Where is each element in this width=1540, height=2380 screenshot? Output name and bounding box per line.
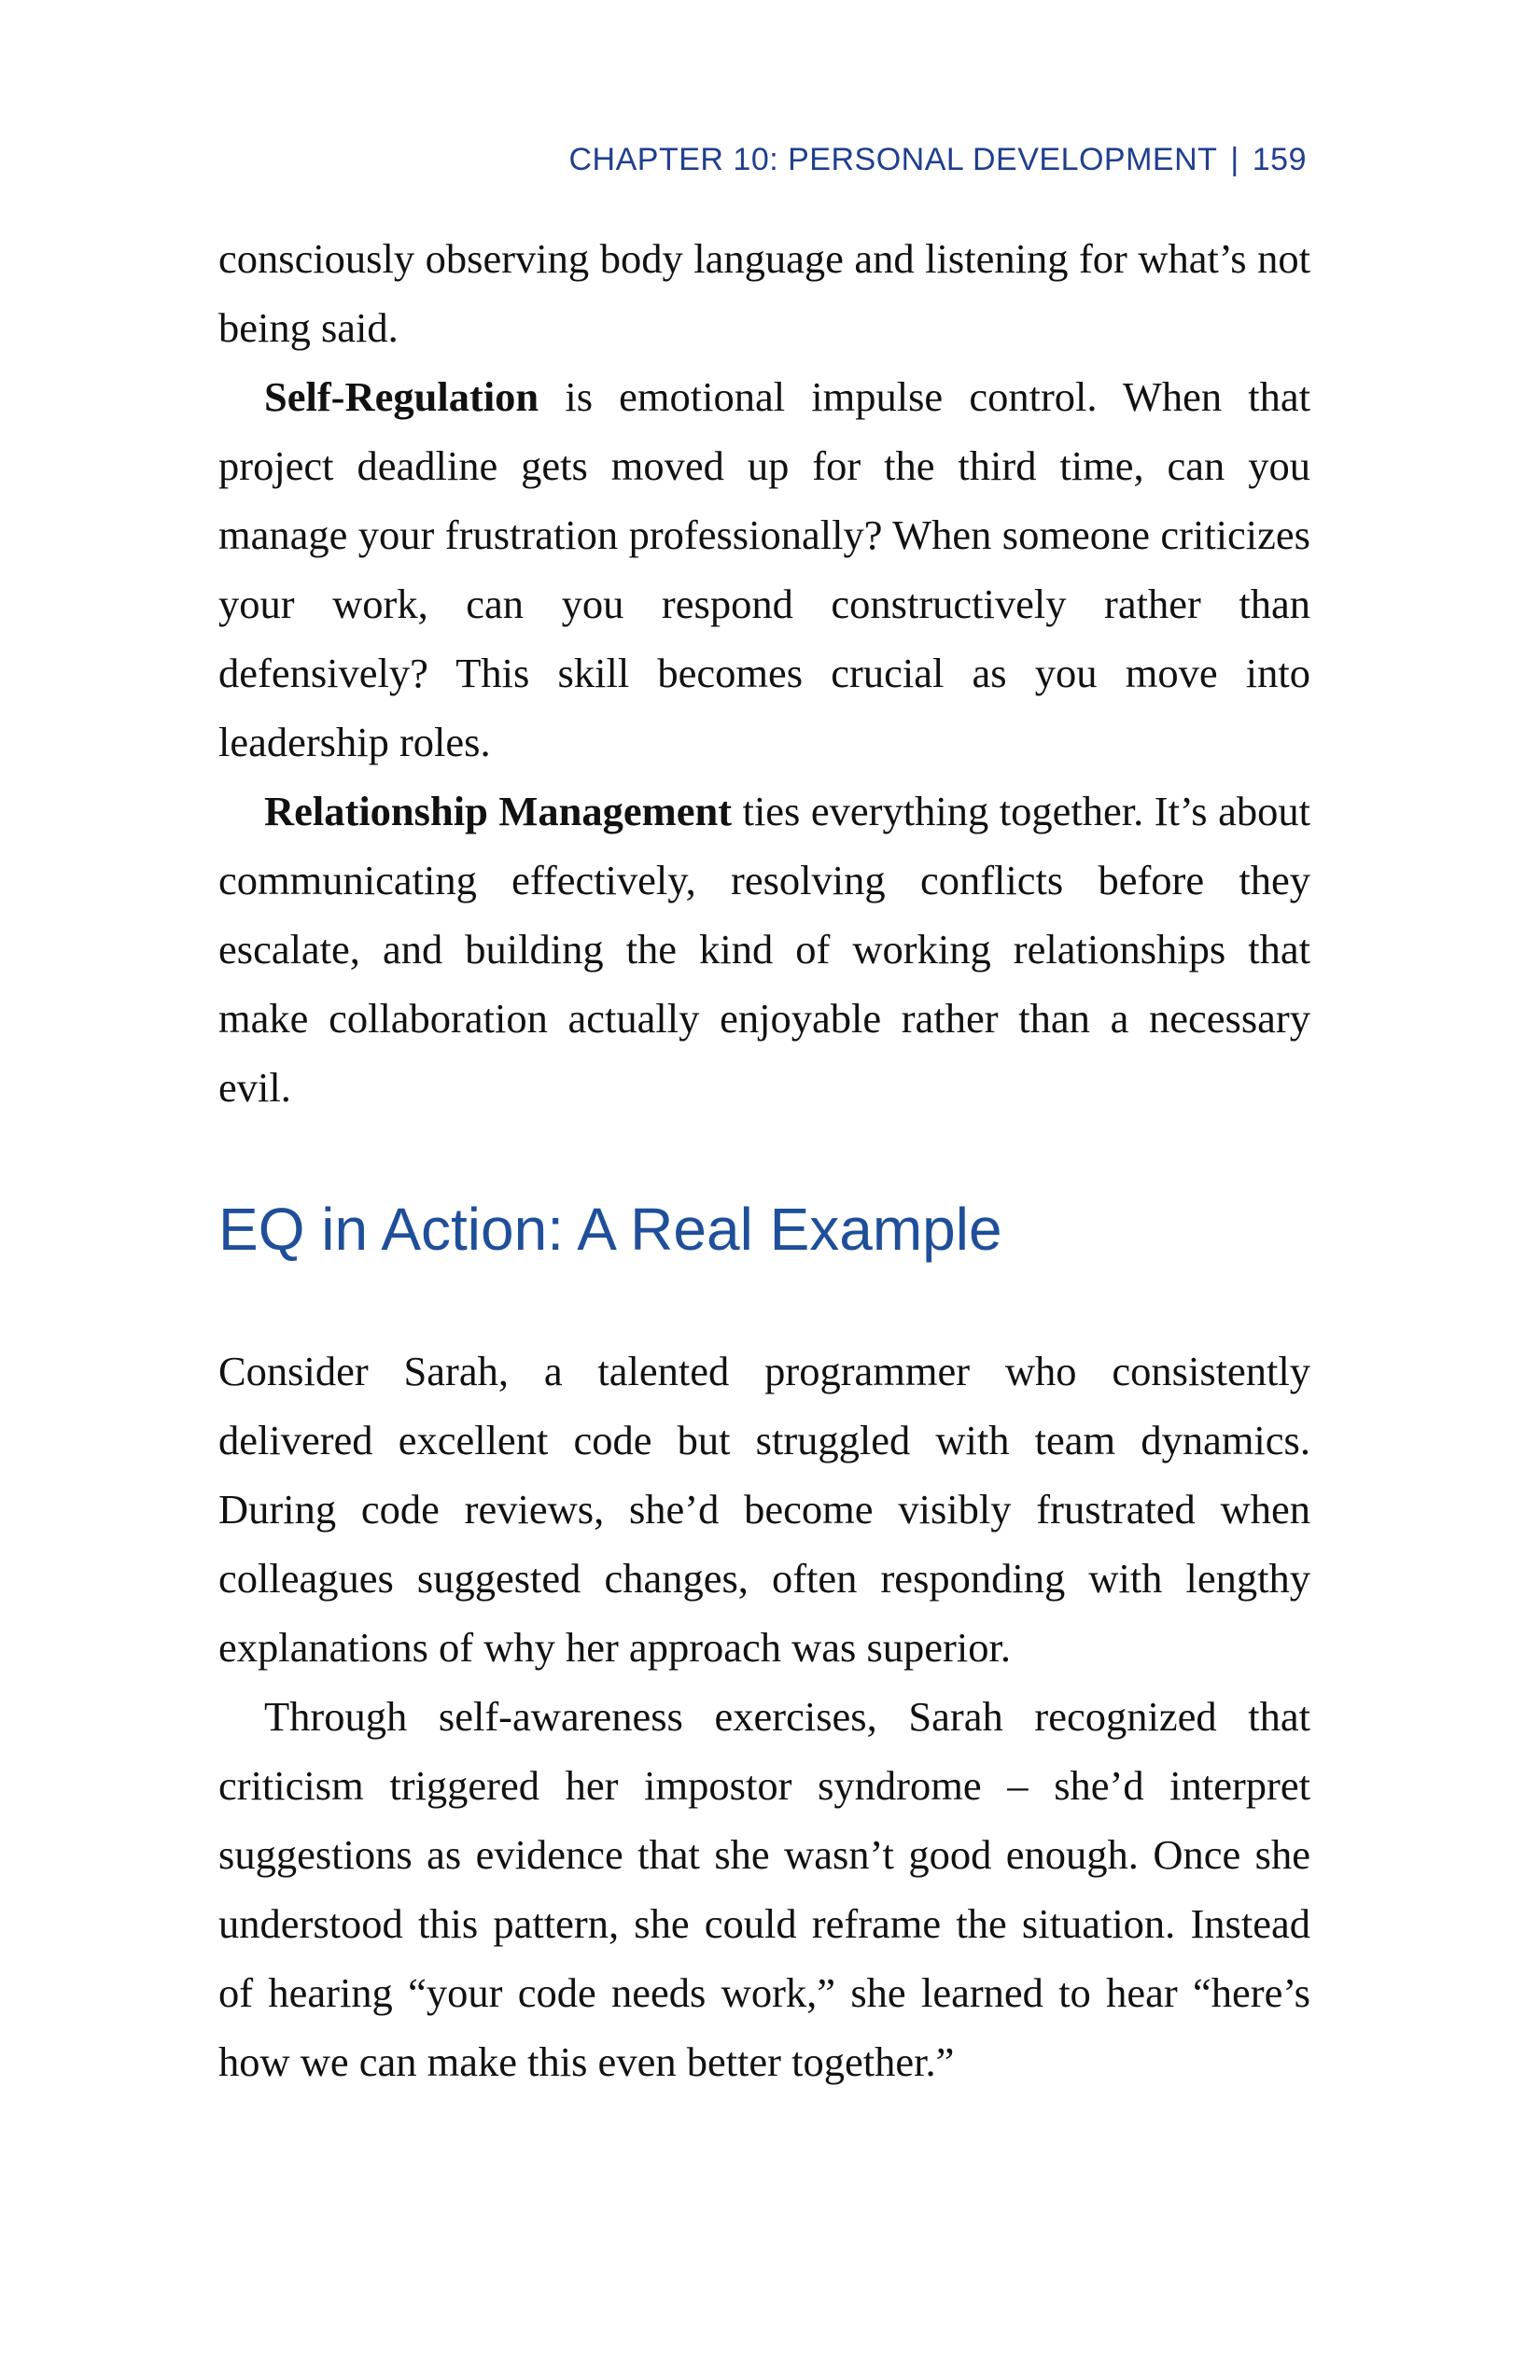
paragraph-sarah-growth: Through self-awareness exercises, Sarah recognized that criticism triggered her impostor syndrome – she’d interpret suggestions as evidence that she wasn’t good enough. Once she understood this pattern, she could reframe the situation. Instead of hearing “your code needs work,” she learned to hear “here’s how we can make this even better together.”	[218, 1693, 1310, 2085]
section-real-example	[218, 1337, 1310, 2096]
section-heading: EQ in Action: A Real Example	[218, 1196, 1002, 1263]
page-number: 159	[1252, 142, 1307, 177]
paragraph-relationship-management	[218, 777, 1310, 1122]
header-separator: |	[1230, 142, 1239, 177]
term-self-regulation: Self-Regulation	[264, 373, 539, 420]
term-relationship-management: Relationship Management	[264, 788, 733, 834]
continued-paragraph: consciously observing body language and listening for what’s not being said.	[218, 235, 1310, 351]
paragraph-sarah-intro: Consider Sarah, a talented programmer who consistently delivered excellent code but struggled with team dynamics. During code reviews, she’d become visibly frustrated when colleagues suggested changes, often responding with lengthy explanations of why her approach was superior.	[218, 1348, 1310, 1671]
paragraph-self-regulation	[218, 362, 1310, 777]
relationship-management-text: ties everything together. It’s about communicating effectively, resolving conflicts before they escalate, and building the kind of working relationships that make collaboration actually enjoyable rather than a necessary evil.	[218, 788, 1311, 1111]
chapter-title: CHAPTER 10: PERSONAL DEVELOPMENT	[568, 142, 1218, 177]
section-emotional-skills	[218, 224, 1310, 1122]
self-regulation-text: is emotional impulse control. When that project deadline gets moved up for the third time, can you manage your frustration professionally? When someone criticizes your work, can you respond constructively rather than defensively? This skill becomes crucial as you move into leadership roles.	[218, 373, 1310, 765]
running-head	[569, 142, 1308, 178]
